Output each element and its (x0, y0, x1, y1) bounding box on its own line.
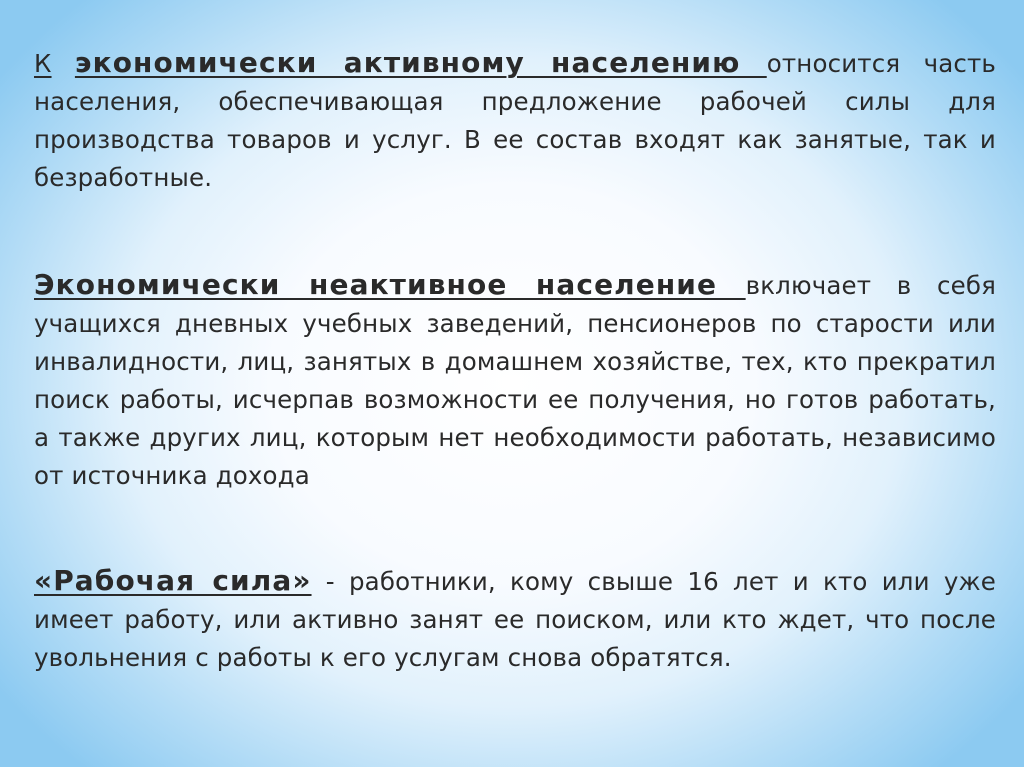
term-economically-inactive: Экономически неактивное население (34, 268, 746, 301)
term-labor-force: «Рабочая сила» (34, 564, 312, 597)
slide-content (34, 0, 996, 767)
definition-text: - работники, кому свыше 16 лет и кто или уже имеет работу, или активно занят ее поиском, или кто ждет, что после увольнения с работы к его услугам снова обратятся. (34, 567, 996, 672)
definition-economically-active (34, 44, 996, 197)
definition-labor-force (34, 562, 996, 677)
definition-text: включает в себя учащихся дневных учебных заведений, пенсионеров по старости или инвалидности, лиц, занятых в домашнем хозяйстве, тех, кто прекратил поиск работы, исчерпав возможности ее получения, но готов работать, а также других лиц, которым нет необходимости работать, независимо от источника дохода (34, 271, 997, 490)
lead-preposition: К (34, 49, 52, 78)
definition-economically-inactive (34, 266, 996, 495)
term-economically-active: экономически активному населению (74, 46, 767, 79)
definition-text: относится часть населения, обеспечивающая предложение рабочей силы для производства товаров и услуг. В ее состав входят как занятые, так и безработные. (34, 49, 996, 192)
